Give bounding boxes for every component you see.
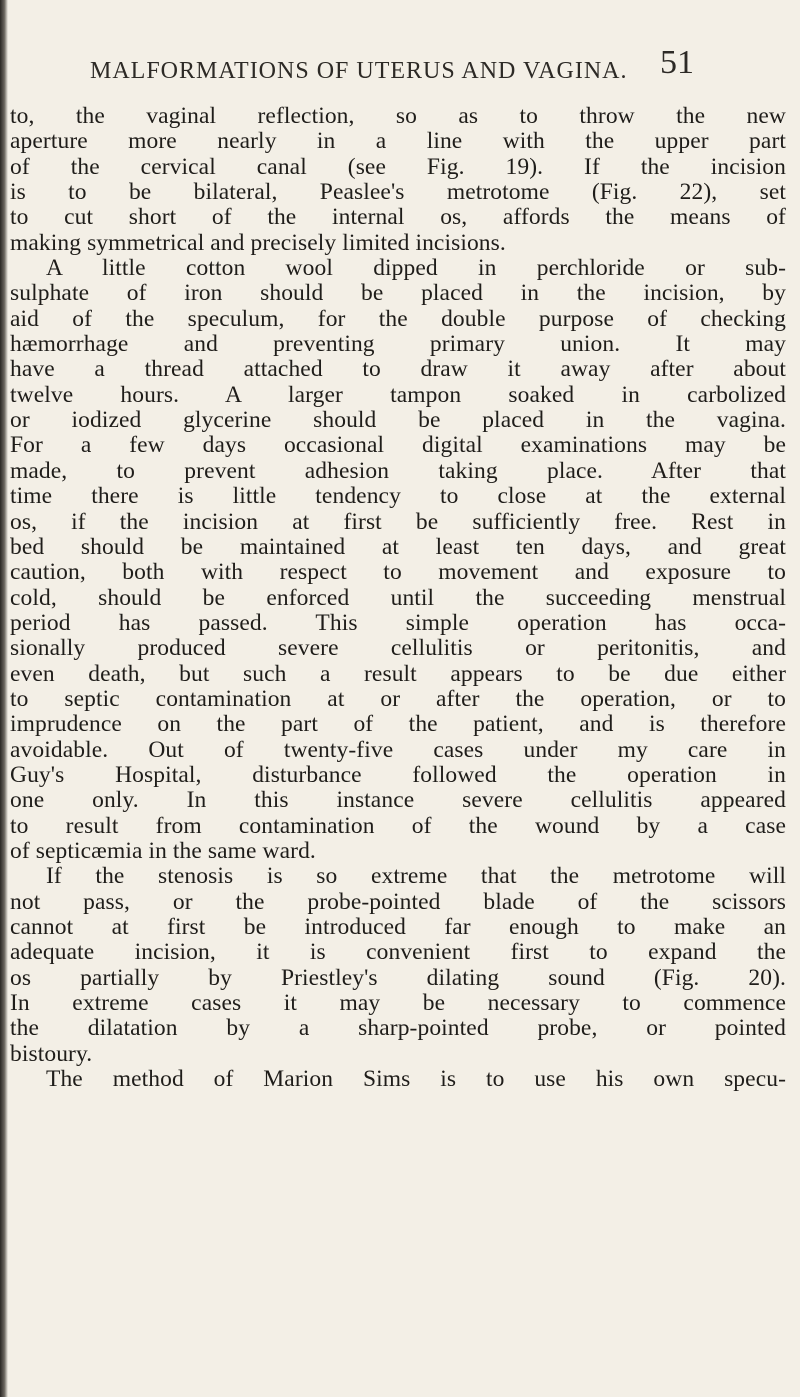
text-line: cold, should be enforced until the succeeding menstrual bbox=[10, 584, 786, 611]
text-line: bed should be maintained at least ten days, and great bbox=[10, 533, 786, 560]
text-line: is to be bilateral, Peaslee's metrotome (Fig. 22), set bbox=[10, 179, 786, 206]
text-line: For a few days occasional digital examinations may be bbox=[10, 432, 786, 459]
text-line: os partially by Priestley's dilating sound (Fig. 20). bbox=[10, 964, 786, 991]
page-binding-edge bbox=[0, 0, 8, 1397]
text-line: or iodized glycerine should be placed in the vagina. bbox=[10, 407, 786, 434]
text-line: caution, both with respect to movement and exposure to bbox=[10, 559, 786, 586]
text-line: imprudence on the part of the patient, and is therefore bbox=[10, 711, 786, 738]
page-header bbox=[0, 44, 800, 104]
text-line: adequate incision, it is convenient first to expand the bbox=[10, 939, 786, 966]
text-line: sionally produced severe cellulitis or peritonitis, and bbox=[10, 635, 786, 662]
text-line: of the cervical canal (see Fig. 19). If the incision bbox=[10, 153, 786, 180]
text-line: In extreme cases it may be necessary to commence bbox=[10, 990, 786, 1017]
text-line: making symmetrical and precisely limited incisions. bbox=[10, 229, 506, 256]
text-line: to, the vaginal reflection, so as to throw the new bbox=[10, 103, 786, 129]
running-head: MALFORMATIONS OF UTERUS AND VAGINA. bbox=[90, 58, 628, 84]
text-line: bistoury. bbox=[10, 1040, 93, 1067]
text-line: If the stenosis is so extreme that the metrotome will bbox=[46, 863, 786, 890]
text-line: time there is little tendency to close at the external bbox=[10, 483, 786, 510]
text-line: The method of Marion Sims is to use his own specu- bbox=[46, 1066, 786, 1093]
text-line: sulphate of iron should be placed in the incision, by bbox=[10, 280, 786, 307]
text-line: avoidable. Out of twenty-five cases under my care in bbox=[10, 736, 786, 763]
text-line: period has passed. This simple operation has occa- bbox=[10, 609, 786, 636]
text-line: made, to prevent adhesion taking place. After that bbox=[10, 457, 786, 484]
text-line: Guy's Hospital, disturbance followed the operation in bbox=[10, 761, 786, 788]
text-line: twelve hours. A larger tampon soaked in carbolized bbox=[10, 381, 786, 408]
text-line: have a thread attached to draw it away after about bbox=[10, 356, 786, 383]
text-line: aperture more nearly in a line with the upper part bbox=[10, 128, 786, 155]
text-line: of septicæmia in the same ward. bbox=[10, 837, 316, 864]
text-line: even death, but such a result appears to be due either bbox=[10, 660, 786, 687]
text-line: aid of the speculum, for the double purpose of checking bbox=[10, 305, 786, 332]
text-line: cannot at first be introduced far enough to make an bbox=[10, 914, 786, 940]
text-line: to septic contamination at or after the operation, or to bbox=[10, 685, 786, 712]
text-line: to cut short of the internal os, affords the means of bbox=[10, 204, 786, 231]
text-line: not pass, or the probe-pointed blade of the scissors bbox=[10, 888, 786, 915]
body-text bbox=[10, 104, 786, 1092]
text-line: A little cotton wool dipped in perchloride or sub- bbox=[46, 255, 786, 282]
text-line: one only. In this instance severe cellulitis appeared bbox=[10, 787, 786, 814]
text-line: the dilatation by a sharp-pointed probe, or pointed bbox=[10, 1015, 786, 1042]
text-line: os, if the incision at first be sufficiently free. Rest in bbox=[10, 508, 786, 535]
text-line: to result from contamination of the wound by a case bbox=[10, 812, 786, 839]
text-line: hæmorrhage and preventing primary union. It may bbox=[10, 331, 786, 358]
page-number: 51 bbox=[660, 44, 694, 81]
